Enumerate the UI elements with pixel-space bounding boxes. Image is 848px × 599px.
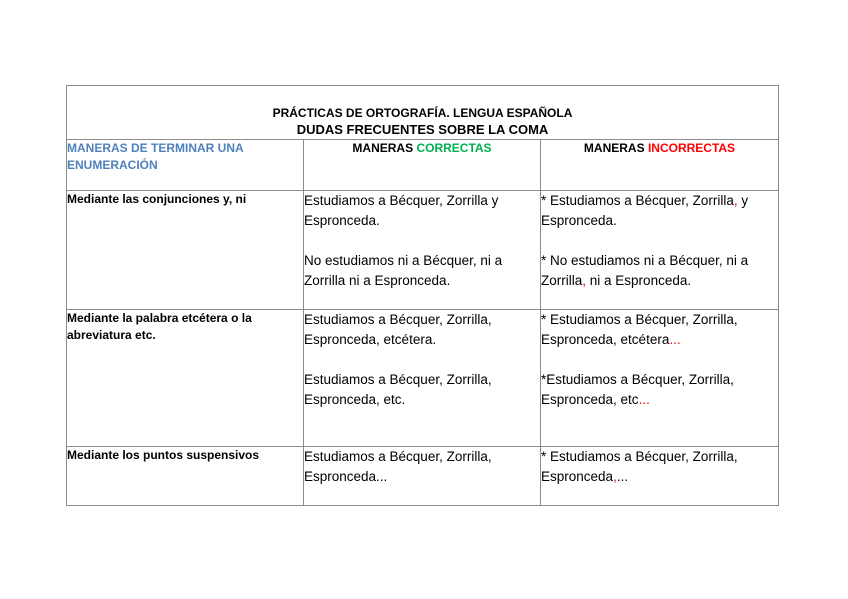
header-correct-highlight: CORRECTAS — [416, 141, 492, 155]
table-row — [67, 447, 779, 506]
row-label: Mediante la palabra etcétera o la abreviatura etc. — [67, 310, 304, 447]
incorrect-text: ... — [616, 469, 629, 484]
title-cell — [67, 86, 779, 140]
incorrect-example — [541, 191, 778, 231]
error-mark: , — [613, 469, 617, 484]
row-label: Mediante las conjunciones y, ni — [67, 191, 304, 310]
page-subtitle: DUDAS FRECUENTES SOBRE LA COMA — [296, 122, 549, 137]
correct-example: Estudiamos a Bécquer, Zorrilla, Espronceda, etcétera. — [304, 312, 492, 347]
correct-example: Estudiamos a Bécquer, Zorrilla, Espronceda... — [304, 449, 492, 484]
incorrect-text: ni a Espronceda. — [586, 273, 692, 288]
incorrect-text: * Estudiamos a Bécquer, Zorrilla — [541, 193, 734, 208]
header-correct-prefix: MANERAS — [352, 141, 417, 155]
correct-cell — [304, 447, 541, 506]
incorrect-cell — [541, 447, 779, 506]
error-mark: ... — [638, 392, 650, 407]
table-row — [67, 191, 779, 310]
header-incorrect — [541, 140, 779, 191]
error-mark: , — [582, 273, 587, 288]
page-title: PRÁCTICAS DE ORTOGRAFÍA. LENGUA ESPAÑOLA — [272, 106, 573, 120]
incorrect-text: * No estudiamos ni a Bécquer, ni a Zorrilla — [541, 253, 749, 288]
correct-example: No estudiamos ni a Bécquer, ni a Zorrilla ni a Espronceda. — [304, 253, 503, 288]
error-mark: , — [733, 193, 738, 208]
incorrect-text: *Estudiamos a Bécquer, Zorrilla, Espronceda, etc — [541, 372, 734, 407]
error-mark: ... — [669, 332, 681, 347]
incorrect-cell — [541, 191, 779, 310]
correct-example: Estudiamos a Bécquer, Zorrilla, Espronceda, etc. — [304, 372, 492, 407]
header-incorrect-prefix: MANERAS — [583, 141, 648, 155]
header-correct — [304, 140, 541, 191]
incorrect-example — [541, 310, 778, 350]
incorrect-text: * Estudiamos a Bécquer, Zorrilla, Espronceda — [541, 449, 738, 484]
commas-table — [66, 85, 779, 506]
row-label: Mediante los puntos suspensivos — [67, 447, 304, 506]
incorrect-example — [541, 251, 778, 291]
correct-cell — [304, 310, 541, 447]
incorrect-example — [541, 447, 778, 487]
header-enumeration: MANERAS DE TERMINAR UNA ENUMERACIÓN — [67, 140, 304, 191]
incorrect-text: * Estudiamos a Bécquer, Zorrilla, Espronceda, etcétera — [541, 312, 738, 347]
correct-cell — [304, 191, 541, 310]
header-incorrect-highlight: INCORRECTAS — [647, 141, 736, 155]
table-row — [67, 310, 779, 447]
correct-example: Estudiamos a Bécquer, Zorrilla y Espronceda. — [304, 193, 499, 228]
incorrect-text: y Espronceda. — [541, 193, 749, 228]
incorrect-cell — [541, 310, 779, 447]
incorrect-example — [541, 370, 778, 410]
